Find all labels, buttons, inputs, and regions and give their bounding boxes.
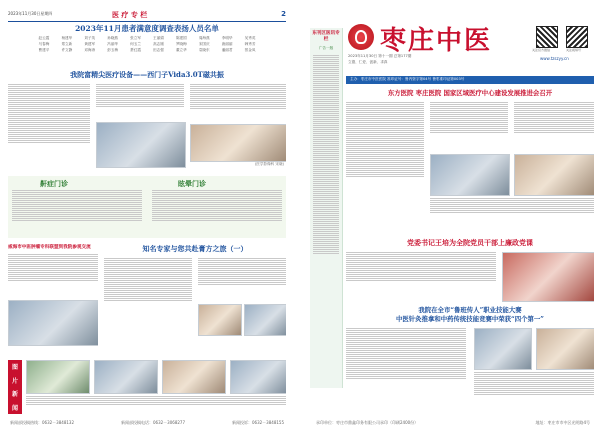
integrity-lecture-text (346, 252, 496, 300)
praise-name: 陈建国 (175, 36, 187, 40)
picture-news-char-3: 新 (11, 391, 18, 399)
herbal-paste-photo-1 (198, 304, 242, 336)
right-footer (316, 420, 590, 426)
praise-name: 田志强 (153, 48, 164, 52)
praise-name: 宋国庆 (198, 42, 210, 46)
left-footer (10, 420, 284, 426)
praise-name: 潘丽君 (221, 48, 233, 52)
article-skills-contest (346, 306, 594, 414)
praise-name: 韩秀芳 (244, 42, 256, 46)
praise-name: 高志刚 (153, 42, 164, 46)
praise-name: 黄建军 (84, 42, 96, 46)
regional-center-title: 东方医院 枣庄医院 国家区域医疗中心建设发展推进会召开 (387, 89, 553, 97)
praise-list-title: 2023年11月患者满意度调查表扬人员名单 (75, 24, 219, 33)
right-sidebar (310, 28, 343, 388)
vertigo-clinic-text (152, 190, 282, 236)
praise-name: 刘子英 (84, 36, 96, 40)
clinic-section (8, 176, 286, 238)
oncology-alliance-text (8, 254, 98, 298)
skills-contest-title: 我院在全市“鲁班传人”职业技能大赛 (418, 306, 522, 314)
sidebar-title: 东刊区医讯专栏 (312, 31, 340, 42)
article-mri-col1 (8, 84, 90, 168)
praise-name: 周海燕 (198, 36, 210, 40)
article-regional-center (346, 88, 594, 228)
regional-center-col2 (430, 102, 508, 152)
header-date: 2023年11月30日星期四 (8, 11, 53, 16)
qr-label-video: 关注视频号 (566, 48, 582, 52)
right-footer-address: 地址：枣庄市市中区光明路4号 (535, 420, 590, 425)
picture-news-photo-2 (94, 360, 158, 394)
mri-room-photo (190, 124, 286, 162)
skills-contest-text (346, 328, 466, 412)
praise-name: 袁晓东 (198, 48, 210, 52)
masthead-info: 2023年11月30日 第十一期 总第177期 (348, 54, 412, 58)
masthead-banner-text: 主办：枣庄市中医医院 准印证号：鲁内资字第04号 鲁枣准印证第003号 (350, 77, 465, 81)
article-mri-col2 (96, 84, 184, 120)
praise-name: 萧红霞 (130, 48, 141, 52)
skills-contest-photo-2 (536, 328, 594, 370)
praise-name: 王丽娟 (153, 36, 164, 40)
article-oncology-alliance (8, 244, 98, 356)
left-header (8, 10, 286, 20)
praise-name: 何玉兰 (130, 42, 141, 46)
praise-name: 冯丽华 (107, 42, 119, 46)
praise-name: 罗晓梅 (175, 42, 187, 46)
picture-news-photo-3 (162, 360, 226, 394)
picture-news-char-2: 片 (11, 377, 18, 385)
praise-name: 赵云霞 (38, 36, 50, 40)
mri-photo (96, 122, 186, 168)
article-integrity-lecture (346, 238, 594, 302)
oncology-alliance-title: 威海市中医肿瘤专科联盟到我院参观交流 (8, 245, 91, 250)
column-name: 医 疗 专 栏 (112, 11, 148, 19)
article-mri-author: (医学影像科 宋晓) (254, 162, 284, 166)
page-number: 2 (281, 10, 286, 18)
snoring-clinic-title: 鼾症门诊 (40, 179, 68, 188)
herbal-paste-photo-2 (244, 304, 286, 336)
praise-name: 李明华 (221, 36, 233, 40)
picture-news-char-1: 图 (11, 364, 18, 372)
snoring-clinic-text (12, 190, 142, 236)
qr-code-video-icon (566, 26, 588, 48)
masthead-banner (346, 76, 594, 84)
skills-contest-text-2 (474, 372, 594, 412)
masthead (346, 20, 594, 76)
praise-name: 杨建华 (61, 36, 73, 40)
praise-name: 彭玉梅 (107, 48, 119, 52)
masthead-title: 枣庄中医 (380, 26, 493, 56)
praise-name: 董立华 (175, 48, 187, 52)
praise-name: 孙晓燕 (107, 36, 119, 40)
vertigo-clinic-title: 眩晕门诊 (178, 179, 206, 188)
sidebar-text (313, 55, 339, 375)
sidebar-subtitle: 广告一版 (318, 46, 334, 50)
regional-center-photo-2 (514, 154, 594, 196)
left-footer-hotline: 新闻部投稿热线：0632－3848132 (10, 420, 74, 425)
picture-news-captions (26, 396, 286, 414)
praise-name: 曹建平 (38, 48, 50, 52)
article-herbal-paste (104, 244, 286, 356)
hospital-logo-icon (348, 24, 374, 50)
praise-name: 许文静 (61, 48, 73, 52)
header-rule (8, 21, 286, 22)
praise-name-grid (8, 36, 286, 53)
article-mri (8, 70, 286, 170)
picture-news-label (8, 360, 22, 414)
left-footer-phone: 新闻部投稿电话：0632－3068277 (121, 420, 185, 425)
herbal-paste-col1 (104, 258, 192, 328)
qr-label-wechat: 关注官方微信 (532, 48, 551, 52)
left-footer-complaint: 新闻投诉：0632－3848155 (232, 420, 284, 425)
herbal-paste-title: 知名专家与您共赴膏方之旅（一） (142, 244, 248, 253)
herbal-paste-col2 (198, 258, 286, 302)
praise-list-section (8, 24, 286, 72)
picture-news-photo-1 (26, 360, 90, 394)
right-page (310, 6, 596, 428)
regional-center-col1 (346, 102, 424, 222)
praise-name: 邓海涛 (84, 48, 96, 52)
praise-name: 唐丽丽 (221, 42, 233, 46)
praise-name: 马春梅 (38, 42, 50, 46)
regional-center-bottom-text (430, 198, 594, 224)
masthead-slogan: 立德、仁爱、创新、求真 (348, 60, 388, 64)
praise-name: 张立军 (130, 36, 141, 40)
picture-news-photo-4 (230, 360, 286, 394)
praise-name: 郑立新 (61, 42, 73, 46)
integrity-lecture-title: 党委书记王培为全院党员干部上廉政党课 (407, 238, 533, 247)
integrity-lecture-photo (502, 252, 594, 302)
picture-news-char-4: 闻 (11, 404, 18, 412)
article-mri-title: 我院富精尖医疗设备——西门子Vida3.0T磁共振 (70, 70, 224, 79)
website-url: www.tzszyy.cn (540, 56, 569, 61)
skills-contest-subtitle: 中医针灸推拿和中药传统技能竞赛中荣获“四个第一” (396, 315, 544, 323)
oncology-alliance-photo (8, 300, 98, 346)
praise-name: 蔡金凤 (244, 48, 256, 52)
skills-contest-photo-1 (474, 328, 532, 370)
praise-name: 吴秀英 (244, 36, 256, 40)
qr-code-wechat-icon (536, 26, 558, 48)
article-mri-col3 (190, 84, 286, 124)
left-page (4, 6, 290, 428)
right-footer-printer: 承印单位：枣庄市鼎鑫印务有限公司承印（印刷2400份） (316, 420, 419, 425)
regional-center-col3 (514, 102, 594, 152)
picture-news-section (8, 358, 286, 416)
regional-center-photo-1 (430, 154, 510, 196)
